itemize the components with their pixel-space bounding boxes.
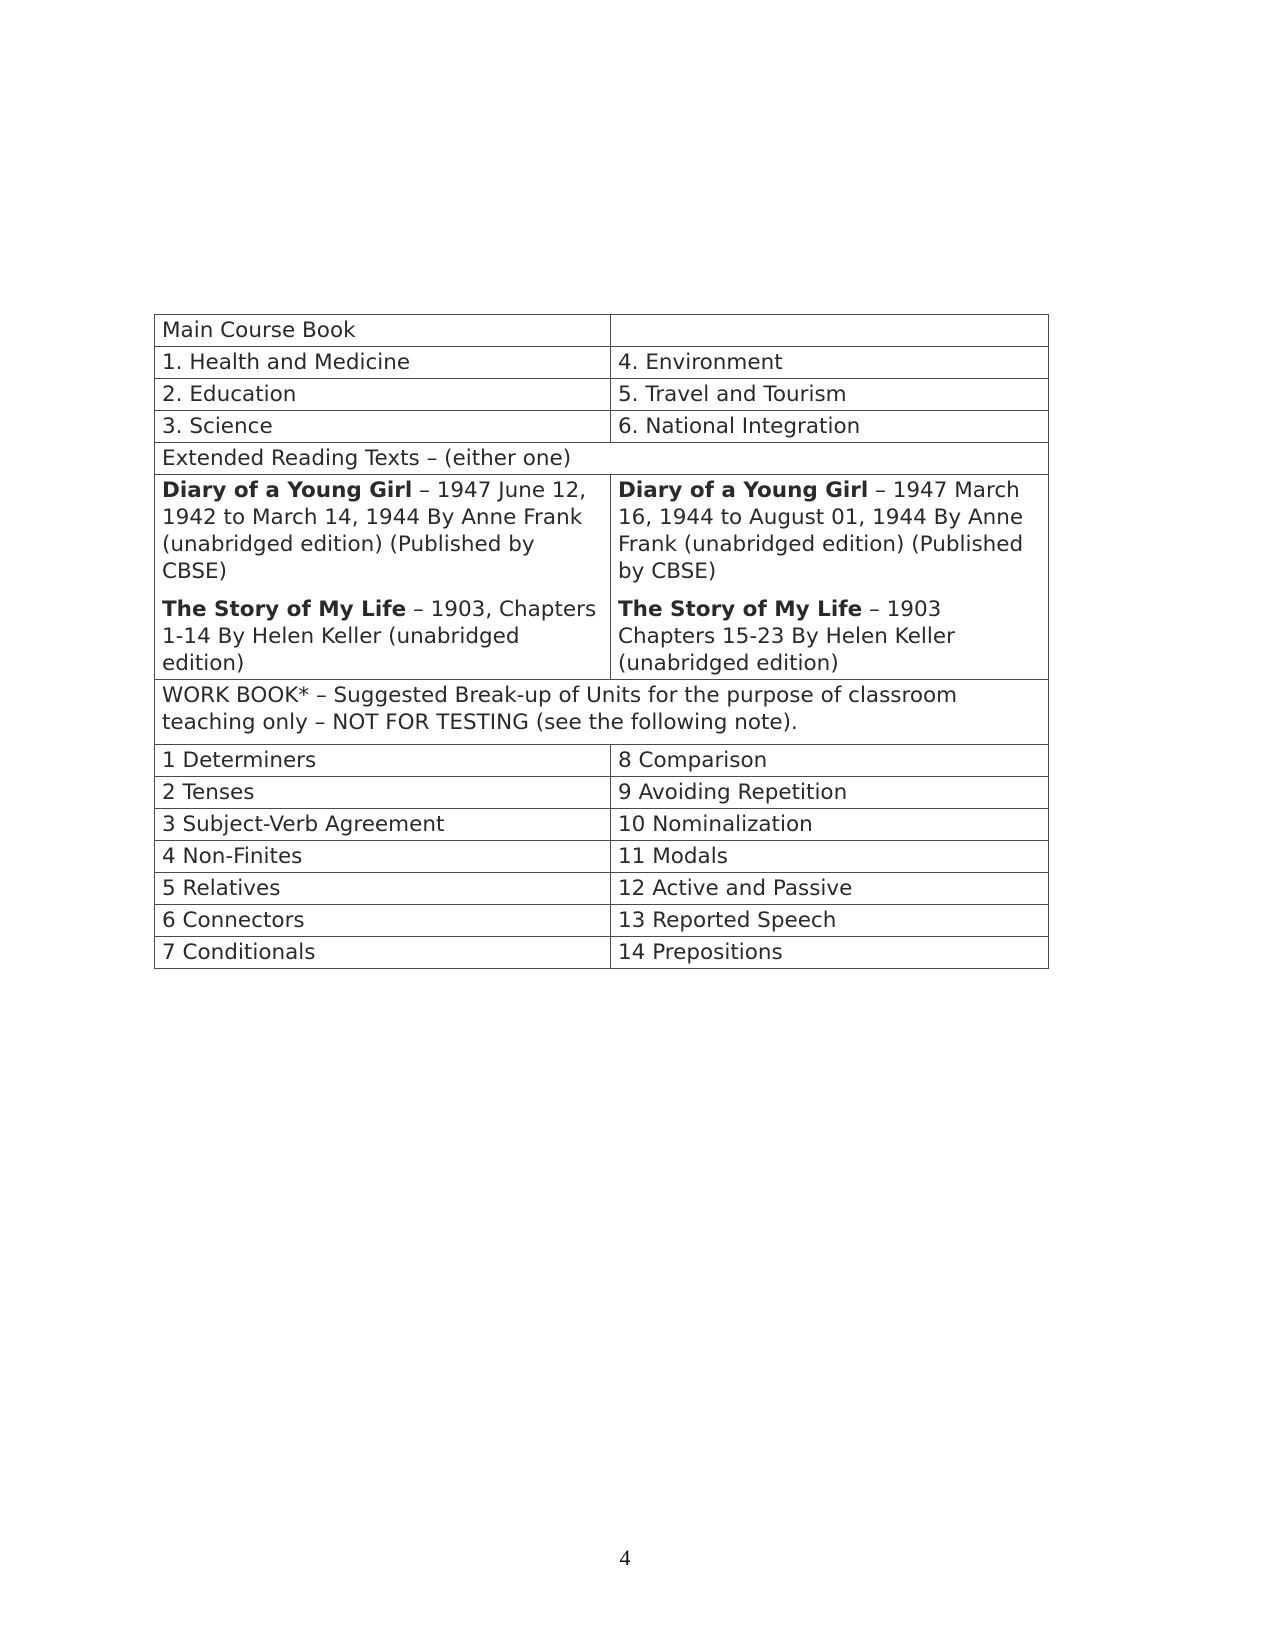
table-row bbox=[155, 379, 1049, 411]
table-row bbox=[155, 905, 1049, 937]
extended-reading-heading-row bbox=[155, 443, 1049, 475]
book-details: – 1903, Chapters 1-14 By Helen Keller (unabridged edition) bbox=[162, 597, 597, 676]
main-course-unit: 2. Education bbox=[155, 379, 611, 411]
work-book-unit: 1 Determiners bbox=[155, 745, 611, 777]
main-course-unit: 4. Environment bbox=[611, 347, 1049, 379]
main-course-heading-row bbox=[155, 315, 1049, 347]
book-title: Diary of a Young Girl bbox=[618, 478, 869, 503]
work-book-unit: 9 Avoiding Repetition bbox=[611, 777, 1049, 809]
extended-reading-option-left bbox=[155, 475, 611, 680]
work-book-unit: 12 Active and Passive bbox=[611, 873, 1049, 905]
work-book-heading-row bbox=[155, 680, 1049, 745]
work-book-unit: 13 Reported Speech bbox=[611, 905, 1049, 937]
work-book-unit: 10 Nominalization bbox=[611, 809, 1049, 841]
extended-reading-books-row bbox=[155, 475, 1049, 680]
table-row bbox=[155, 937, 1049, 969]
main-course-unit: 3. Science bbox=[155, 411, 611, 443]
work-book-unit: 3 Subject-Verb Agreement bbox=[155, 809, 611, 841]
table-row bbox=[155, 809, 1049, 841]
table-row bbox=[155, 873, 1049, 905]
main-course-heading: Main Course Book bbox=[155, 315, 611, 347]
work-book-unit: 11 Modals bbox=[611, 841, 1049, 873]
book-entry bbox=[162, 596, 603, 677]
work-book-unit: 7 Conditionals bbox=[155, 937, 611, 969]
main-course-unit: 6. National Integration bbox=[611, 411, 1049, 443]
table-row bbox=[155, 841, 1049, 873]
work-book-unit: 5 Relatives bbox=[155, 873, 611, 905]
work-book-unit: 14 Prepositions bbox=[611, 937, 1049, 969]
empty-cell bbox=[611, 315, 1049, 347]
table-row bbox=[155, 777, 1049, 809]
extended-reading-option-right bbox=[611, 475, 1049, 680]
syllabus-table bbox=[154, 314, 1049, 969]
book-entry bbox=[618, 596, 1041, 677]
table-row bbox=[155, 411, 1049, 443]
book-details: – 1947 March 16, 1944 to August 01, 1944 By Anne Frank (unabridged edition) (Published by CBSE) bbox=[618, 478, 1024, 584]
book-entry bbox=[618, 477, 1041, 585]
table-row bbox=[155, 745, 1049, 777]
main-course-unit: 1. Health and Medicine bbox=[155, 347, 611, 379]
work-book-unit: 4 Non-Finites bbox=[155, 841, 611, 873]
book-title: The Story of My Life bbox=[618, 597, 863, 622]
work-book-heading: WORK BOOK* – Suggested Break-up of Units for the purpose of classroom teaching only – NOT FOR TESTING (see the following note). bbox=[155, 680, 1049, 745]
book-entry bbox=[162, 477, 603, 585]
work-book-unit: 8 Comparison bbox=[611, 745, 1049, 777]
book-details: – 1947 June 12, 1942 to March 14, 1944 By Anne Frank (unabridged edition) (Published by CBSE) bbox=[162, 478, 587, 584]
extended-reading-heading: Extended Reading Texts – (either one) bbox=[155, 443, 1049, 475]
book-details: – 1903 Chapters 15-23 By Helen Keller (unabridged edition) bbox=[618, 597, 955, 676]
work-book-unit: 2 Tenses bbox=[155, 777, 611, 809]
work-book-unit: 6 Connectors bbox=[155, 905, 611, 937]
table-row bbox=[155, 347, 1049, 379]
main-course-unit: 5. Travel and Tourism bbox=[611, 379, 1049, 411]
book-title: The Story of My Life bbox=[162, 597, 407, 622]
book-title: Diary of a Young Girl bbox=[162, 478, 413, 503]
page-number: 4 bbox=[619, 1545, 631, 1570]
